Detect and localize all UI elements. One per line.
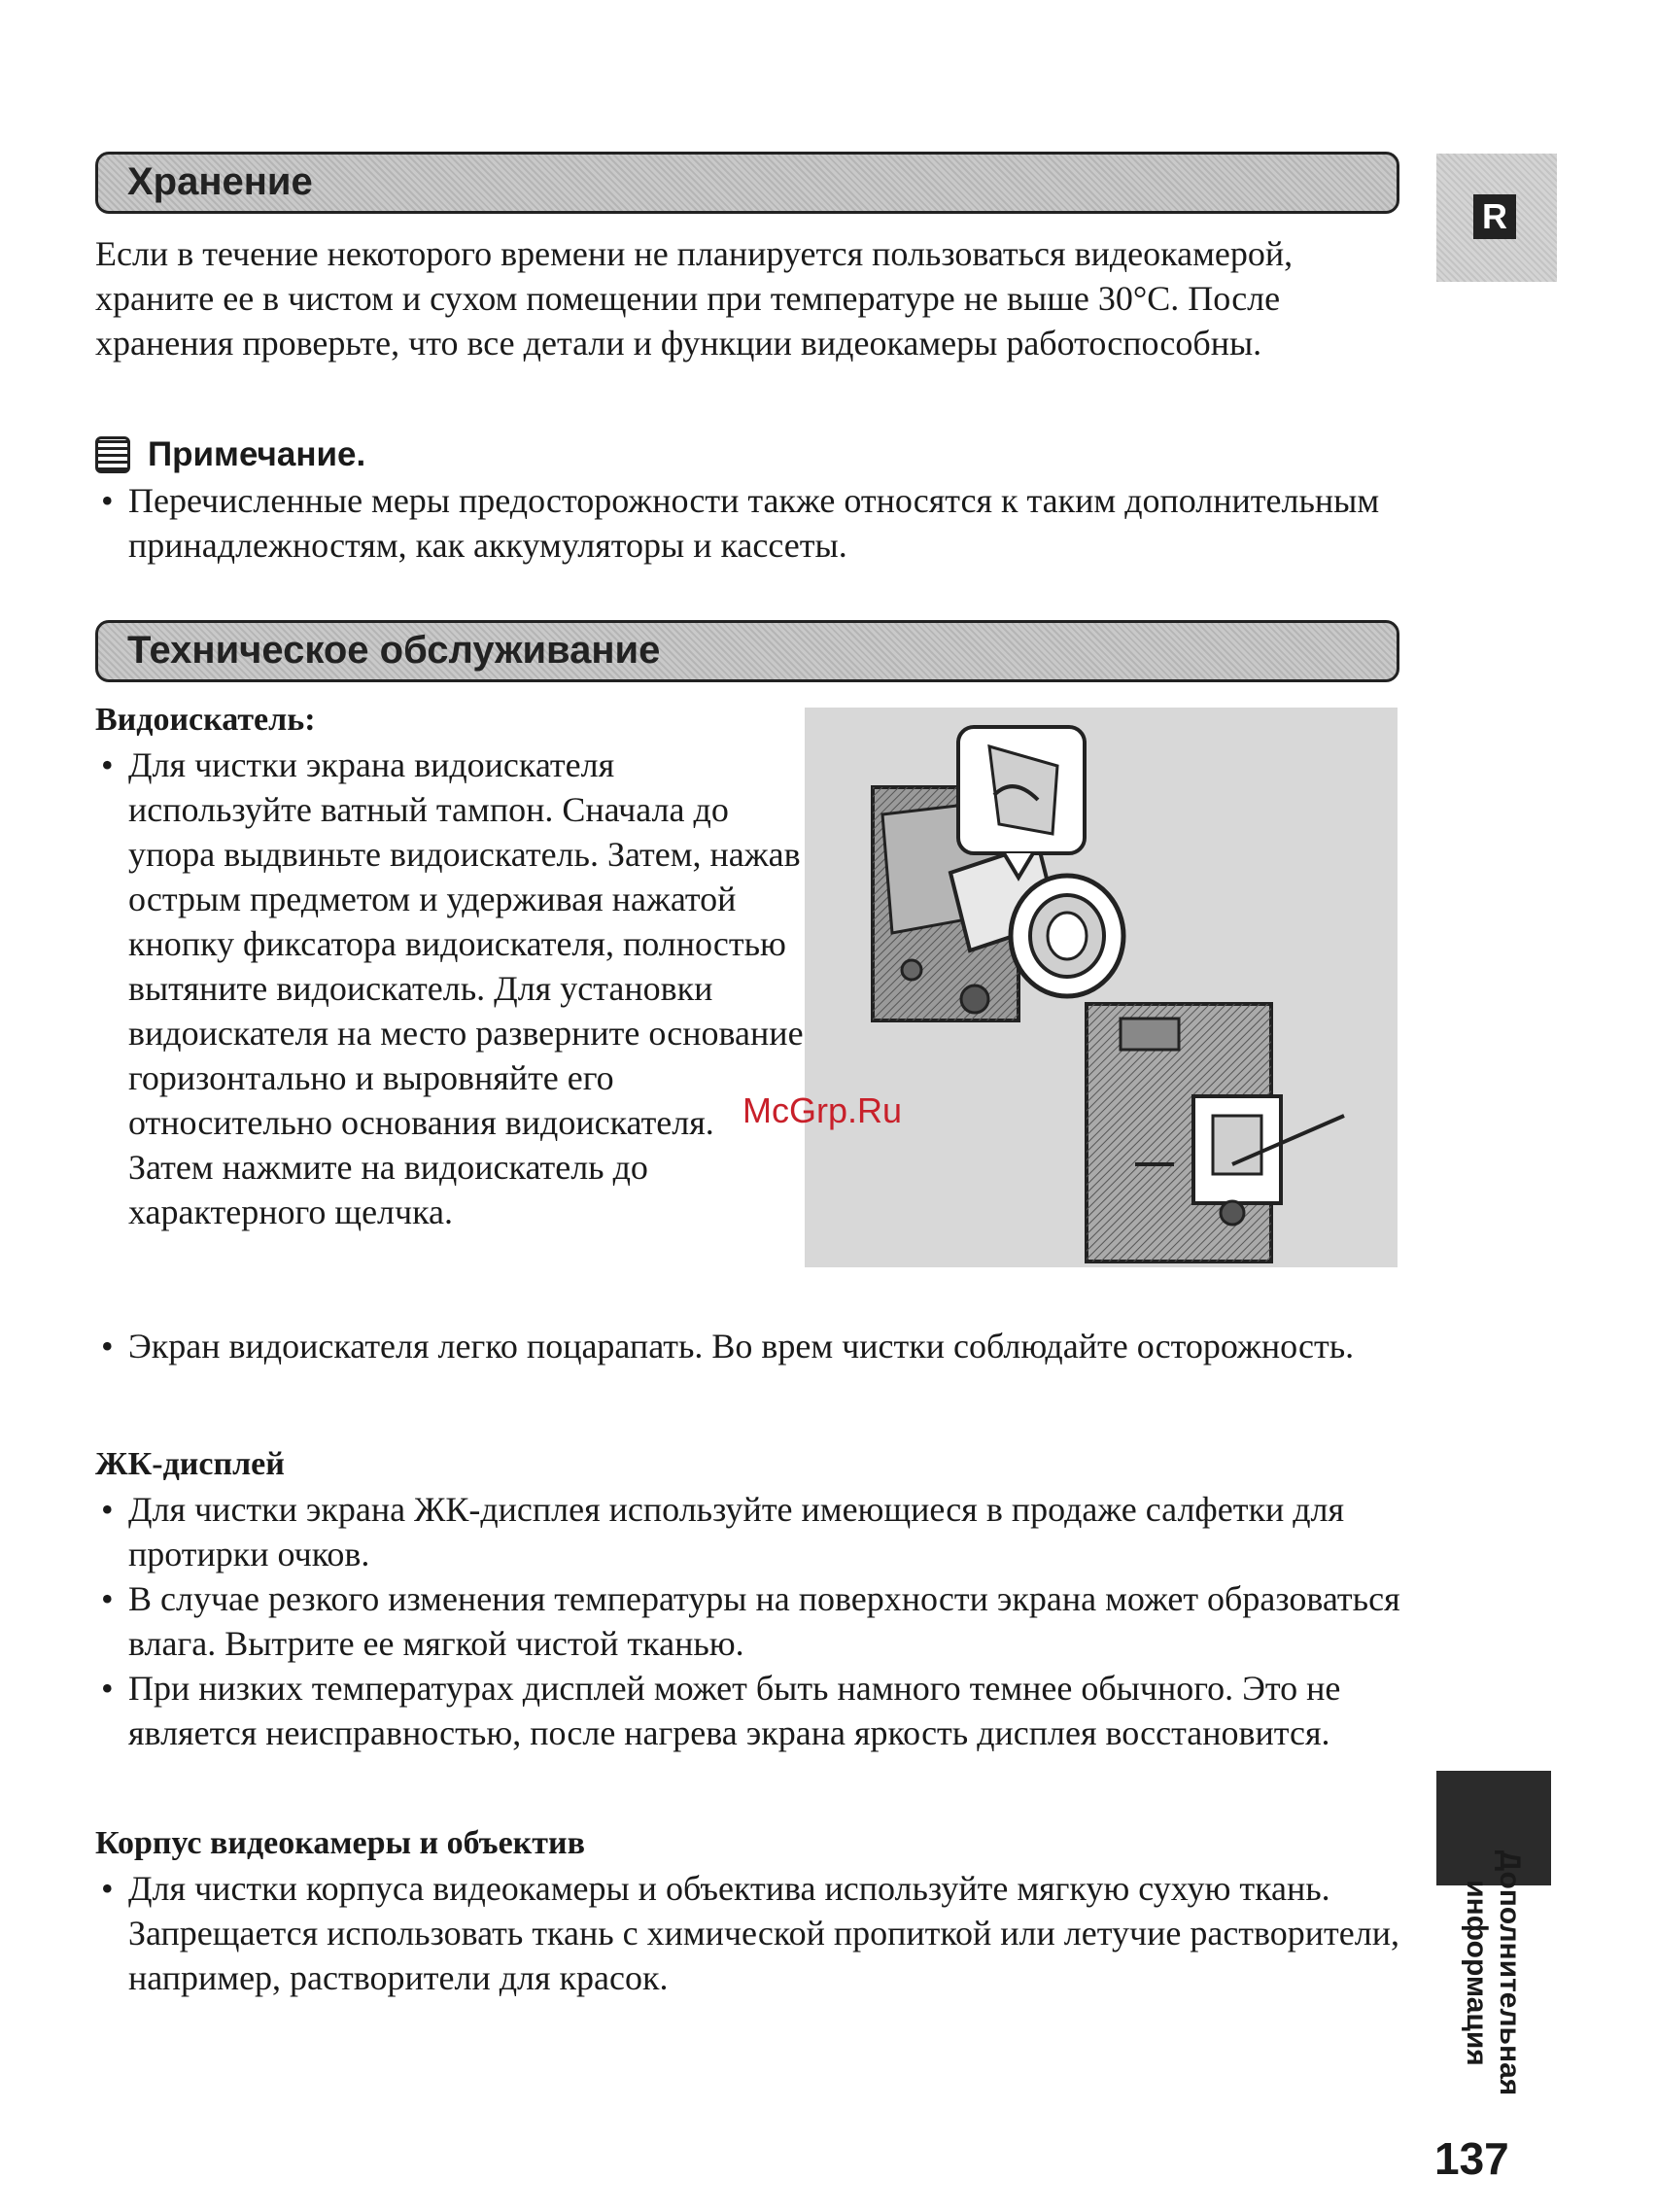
zoom-callout [958,727,1085,878]
list-item: • При низких температурах дисплей может быть намного темнее обычного. Это не является неисправностью, после нагрева экрана яркость дисплея восстановится. [95,1666,1402,1755]
section-header-maintenance [95,620,1399,682]
section-title-maintenance: Техническое обслуживание [127,629,661,672]
list-item: • Перечисленные меры предосторожности также относятся к таким дополнительным принадлежностям, как аккумуляторы и кассеты. [95,478,1402,568]
section-title-storage: Хранение [127,160,313,203]
section-side-label [1460,1847,1526,2099]
list-item: • Экран видоискателя легко поцарапать. Во врем чистки соблюдайте осторожность. [95,1324,1402,1368]
side-label-line2: информация [1461,1880,1493,2066]
viewfinder-list [95,743,805,1234]
viewfinder-list-2 [95,1324,1402,1368]
page-number: 137 [1434,2133,1509,2184]
lcd-list [95,1487,1402,1755]
note-list [95,478,1402,568]
watermark: McGrp.Ru [742,1090,903,1130]
lcd-heading: ЖК-дисплей [95,1446,285,1482]
note-heading [95,435,365,474]
language-tab-letter: R [1473,194,1516,239]
list-item: • Для чистки экрана видоискателя используйте ватный тампон. Сначала до упора выдвиньте видоискатель. Затем, нажав острым предметом и удерживая нажатой кнопку фиксатора видоискателя, полностью вытяните видоискатель. Для установки видоискателя на место разверните основание горизонтально и выровняйте его относительно основания видоискателя. Затем нажмите на видоискатель до характерного щелчка. [95,743,805,1234]
note-icon [95,436,130,473]
list-item: • Для чистки экрана ЖК-дисплея используйте имеющиеся в продаже салфетки для протирки очков. [95,1487,1402,1576]
storage-paragraph: Если в течение некоторого времени не планируется пользоваться видеокамерой, храните ее в чистом и сухом помещении при температуре не выше 30°C. После хранения проверьте, что все детали и функции видеокамеры работоспособны. [95,234,1294,363]
language-tab [1436,154,1557,282]
viewfinder-heading: Видоискатель: [95,702,316,738]
side-label-line1: Дополнительная [1494,1849,1526,2096]
list-item: • В случае резкого изменения температуры на поверхности экрана может образоваться влага. Вытрите ее мягкой чистой тканью. [95,1576,1402,1666]
body-lens-heading: Корпус видеокамеры и объектив [95,1825,585,1861]
section-header-storage [95,152,1399,214]
viewfinder-illustration [805,708,1398,1267]
note-title: Примечание. [148,435,366,473]
list-item: • Для чистки корпуса видеокамеры и объектива используйте мягкую сухую ткань. Запрещается использовать ткань с химической пропиткой или летучие растворители, например, растворители для красок. [95,1866,1402,2000]
body-lens-list [95,1866,1402,2000]
